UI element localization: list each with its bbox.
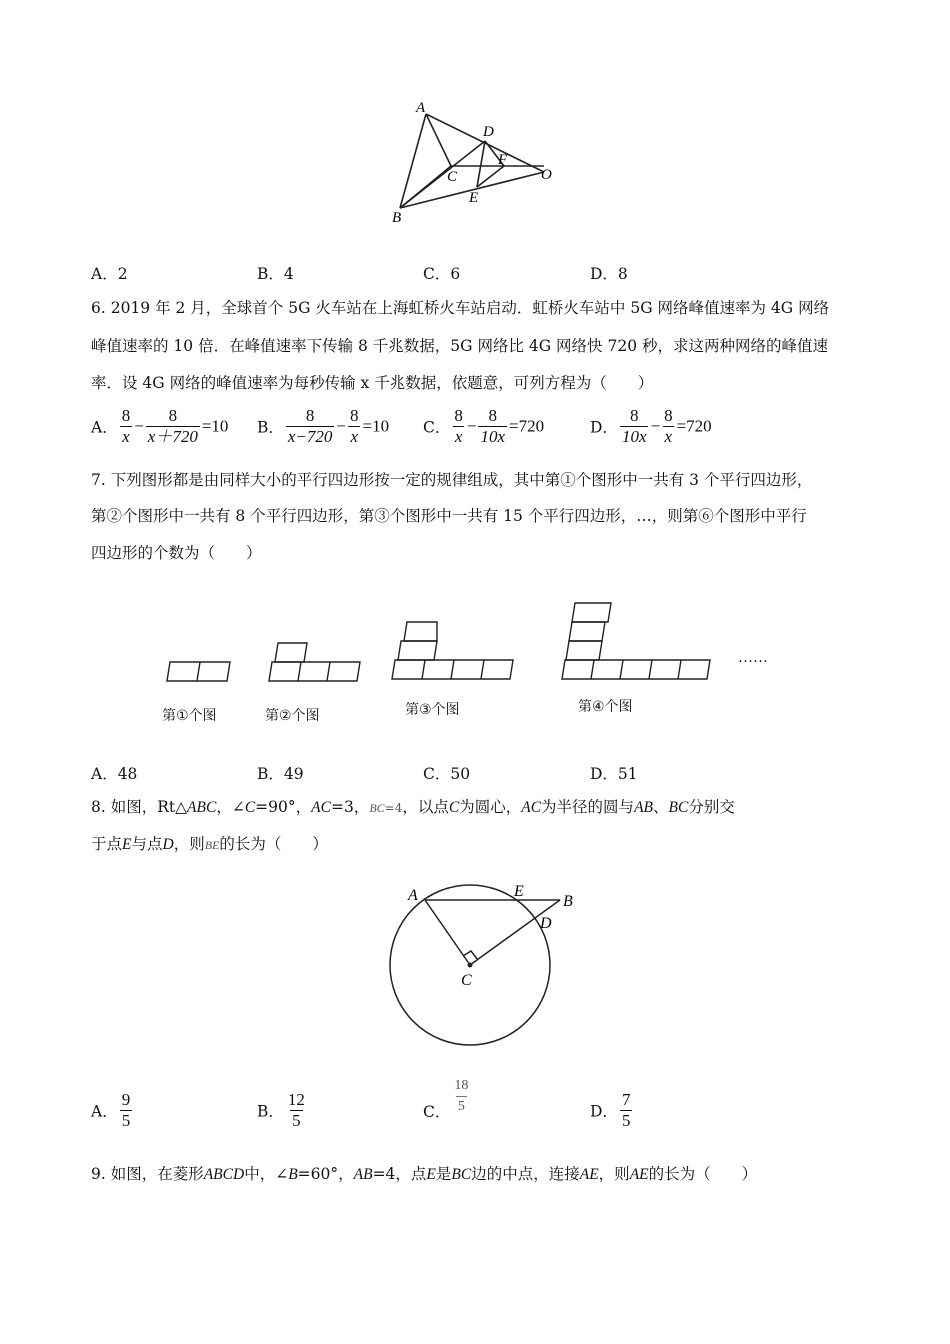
q6-d-n2: 8 — [664, 406, 673, 425]
q6-a-frac2 — [146, 406, 200, 447]
q6-d-minus: − — [650, 416, 661, 436]
q8-b-den: 5 — [292, 1111, 301, 1130]
label-O: O — [541, 167, 552, 183]
q6-option-c[interactable] — [423, 406, 544, 447]
q6-d-frac1 — [620, 406, 649, 447]
q6-b-d2: x — [350, 427, 359, 446]
q9-t7: ，则 — [598, 1165, 630, 1183]
q8-option-d[interactable] — [590, 1090, 634, 1131]
q9-t1: 9. 如图，在菱形 — [91, 1165, 204, 1183]
q5-option-d[interactable]: D．8 — [590, 265, 628, 283]
q6-b-frac2 — [348, 406, 361, 447]
q8-option-a[interactable] — [91, 1090, 134, 1131]
q6-option-b-label: B． — [257, 418, 284, 437]
q6-a-d1: x — [122, 427, 130, 446]
q7-option-b[interactable]: B．49 — [257, 765, 304, 783]
q8-t14: 的长为（ ） — [219, 835, 328, 853]
q8-c: C — [244, 799, 256, 816]
q8-t6: ，以点 — [402, 798, 449, 816]
q6-line-1: 6. 2019 年 2 月，全球首个 5G 火车站在上海虹桥火车站启动．虹桥火车站中 5G 网络峰值速率为 4G 网络 — [91, 299, 830, 317]
q8-b-num: 12 — [287, 1090, 305, 1109]
q6-d-d2: x — [664, 427, 673, 446]
q8-t5: =4 — [384, 801, 403, 815]
q9-ae2: AE — [629, 1166, 649, 1183]
q9-t2: 中，∠ — [244, 1165, 289, 1183]
q6-a-minus: − — [134, 416, 144, 436]
q8-label-D: D — [540, 915, 552, 932]
q8-c-num: 18 — [454, 1078, 469, 1093]
q6-option-d-label: D． — [590, 418, 618, 437]
q7-caption-1: 第①个图 — [162, 708, 217, 724]
label-B: B — [392, 210, 402, 226]
q8-t2: ，∠ — [216, 798, 245, 816]
q9-abcd: ABCD — [203, 1166, 245, 1183]
q7-pattern-figure — [150, 598, 790, 690]
q6-b-frac1 — [286, 406, 335, 447]
q8-t10: 分别交 — [688, 798, 735, 816]
label-A: A — [416, 100, 426, 116]
q9-bc: BC — [451, 1166, 472, 1183]
q9-t4: =4，点 — [372, 1165, 427, 1183]
label-F: F — [498, 152, 508, 168]
q8-a-num: 9 — [121, 1090, 131, 1109]
q8-a-label: A． — [91, 1102, 118, 1121]
label-C: C — [447, 169, 458, 185]
q7-option-a[interactable]: A．48 — [91, 765, 138, 783]
q7-option-d[interactable]: D．51 — [590, 765, 638, 783]
q9-t3: =60°， — [297, 1165, 354, 1183]
q8-t3: =90°， — [255, 798, 312, 816]
q8-t9: 、 — [653, 798, 669, 816]
q6-d-n1: 8 — [629, 406, 639, 425]
q8-bc2: BC — [668, 799, 689, 816]
q8-be: BE — [204, 838, 220, 852]
q5-option-b[interactable]: B．4 — [257, 265, 294, 283]
q7-line-2: 第②个图形中一共有 8 个平行四边形，第③个图形中一共有 15 个平行四边形，…，则第⑥个图形中平行 — [91, 507, 807, 525]
q8-t11: 于点 — [91, 835, 123, 853]
q6-c-n2: 8 — [488, 406, 497, 425]
q6-c-frac1 — [452, 406, 465, 447]
q6-b-n2: 8 — [350, 406, 359, 425]
q8-label-C: C — [461, 972, 472, 989]
q7-caption-4: 第④个图 — [578, 699, 633, 715]
q8-option-c[interactable] — [423, 1076, 472, 1121]
q7-line-1: 7. 下列图形都是由同样大小的平行四边形按一定的规律组成，其中第①个图形中一共有 3 个平行四边形， — [91, 471, 813, 489]
q6-c-n1: 8 — [454, 406, 463, 425]
label-E: E — [469, 190, 479, 206]
q6-a-d2: x＋720 — [147, 427, 198, 446]
q8-label-A: A — [408, 887, 418, 904]
q6-option-a-label: A． — [91, 418, 118, 437]
q6-c-frac2 — [478, 406, 507, 447]
q6-line-3: 率．设 4G 网络的峰值速率为每秒传输 x 千兆数据，依题意，可列方程为（ ） — [91, 374, 654, 392]
q5-option-c[interactable]: C．6 — [423, 265, 461, 283]
q6-a-n2: 8 — [168, 406, 178, 425]
q8-label-B: B — [563, 893, 573, 910]
q8-label-E: E — [514, 883, 524, 900]
q8-t1: 8. 如图，Rt△ — [91, 798, 188, 816]
q8-abc: ABC — [187, 799, 217, 816]
q6-c-d2: 10x — [480, 427, 506, 446]
q6-b-minus: − — [336, 416, 347, 436]
q8-t4: =3， — [330, 798, 370, 816]
q8-option-b[interactable] — [257, 1090, 309, 1131]
q6-line-2: 峰值速率的 10 倍．在峰值速率下传输 8 千兆数据，5G 网络比 4G 网络快 720 秒，求这两种网络的峰值速 — [91, 337, 829, 355]
q8-t8: 为半径的圆与 — [541, 798, 635, 816]
q6-option-a[interactable] — [91, 406, 228, 447]
q8-c-label: C． — [423, 1102, 451, 1121]
q8-d-num: 7 — [621, 1090, 631, 1109]
q9-t8: 的长为（ ） — [648, 1165, 758, 1183]
q6-option-d[interactable] — [590, 406, 712, 447]
q7-dots: …… — [738, 650, 768, 666]
q8-d-label: D． — [590, 1102, 618, 1121]
q6-d-d1: 10x — [621, 427, 647, 446]
q5-figure — [380, 92, 570, 232]
q6-c-minus: − — [466, 416, 477, 436]
q8-ac: AC — [311, 799, 331, 816]
q9-ab: AB — [353, 1166, 373, 1183]
q8-e: E — [122, 836, 132, 853]
q8-t13: ，则 — [173, 835, 205, 853]
q8-c-den: 5 — [456, 1096, 467, 1117]
q9-b: B — [288, 1166, 298, 1183]
q8-c2: C — [448, 799, 460, 816]
q8-circle-figure — [380, 872, 590, 1052]
q7-caption-3: 第③个图 — [405, 702, 460, 718]
q6-a-frac1 — [120, 406, 133, 447]
q6-b-d1: x−720 — [287, 427, 333, 446]
q8-ac2: AC — [521, 799, 542, 816]
q8-line-1 — [91, 797, 735, 818]
q7-caption-2: 第②个图 — [265, 708, 320, 724]
q8-t7: 为圆心， — [459, 798, 522, 816]
q9-ae: AE — [579, 1166, 599, 1183]
q8-bc: BC — [369, 801, 385, 815]
q8-ab: AB — [634, 799, 653, 816]
q6-option-c-label: C． — [423, 418, 451, 437]
q8-d-den: 5 — [621, 1111, 631, 1130]
q6-c-d1: x — [454, 427, 463, 446]
q6-d-frac2 — [662, 406, 675, 447]
q6-d-rhs: =720 — [676, 416, 712, 436]
q6-c-rhs: =720 — [509, 416, 545, 436]
q9-t5: 是 — [435, 1165, 452, 1183]
q8-b-label: B． — [257, 1102, 284, 1121]
q8-a-den: 5 — [121, 1111, 131, 1130]
q6-b-n1: 8 — [305, 406, 315, 425]
label-D: D — [483, 124, 494, 140]
q8-line-2 — [91, 834, 328, 855]
q6-option-b[interactable] — [257, 406, 389, 447]
q9-line-1 — [91, 1164, 757, 1185]
q7-option-c[interactable]: C．50 — [423, 765, 471, 783]
q8-t12: 与点 — [131, 835, 163, 853]
q6-a-rhs: =10 — [201, 416, 229, 436]
q9-e: E — [426, 1166, 436, 1183]
q5-option-a[interactable]: A．2 — [91, 265, 128, 283]
q8-d: D — [162, 836, 174, 853]
q6-b-rhs: =10 — [362, 416, 390, 436]
q6-a-n1: 8 — [121, 406, 131, 425]
q9-t6: 边的中点，连接 — [471, 1165, 580, 1183]
q7-line-3: 四边形的个数为（ ） — [91, 544, 262, 562]
